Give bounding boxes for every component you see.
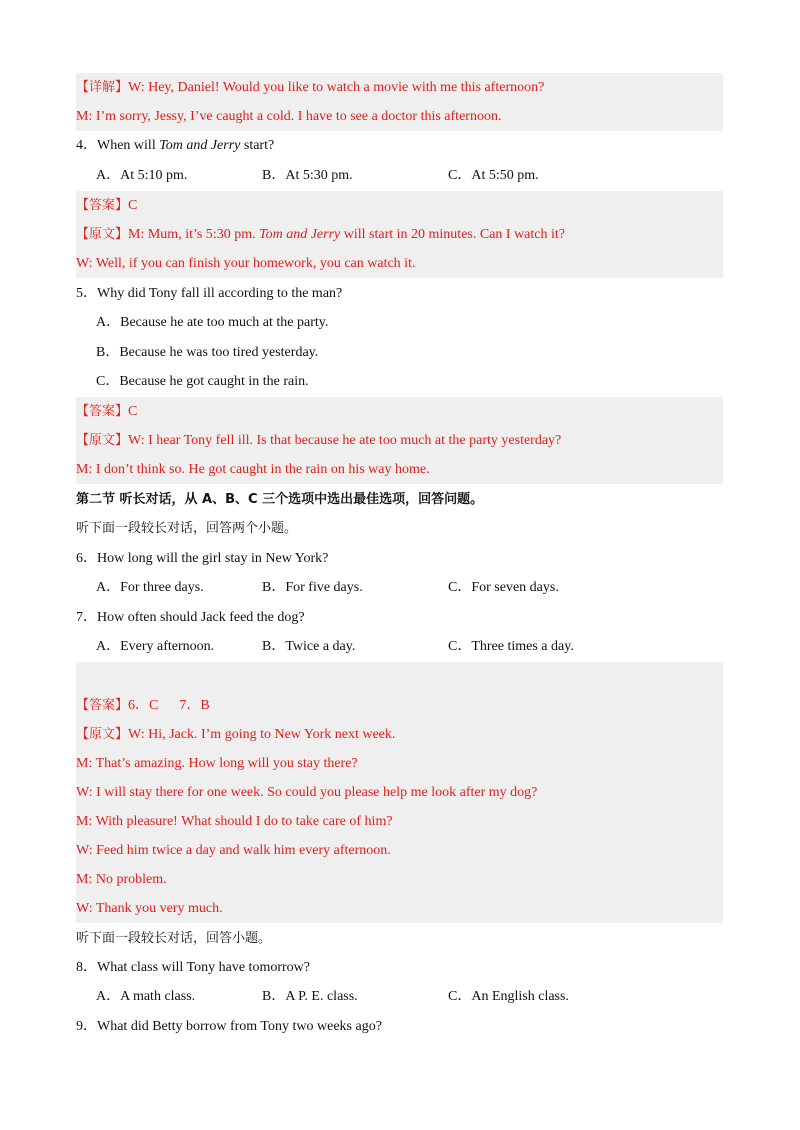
script-text: M: With pleasure! What should I do to take care of him?: [76, 814, 393, 829]
instruction-text: 听下面一段较长对话，回答小题。: [76, 931, 272, 946]
option-c: C．Because he got caught in the rain.: [96, 374, 309, 389]
question-text: 4．When will: [76, 138, 156, 153]
q4-script-line1: [76, 220, 723, 249]
answer-tag: 【答案】: [76, 698, 129, 713]
q4-script-line2: [76, 249, 723, 278]
instruction2: [76, 924, 723, 953]
question-text: 8．What class will Tony have tomorrow?: [76, 960, 310, 975]
option-c: C．For seven days.: [448, 580, 559, 595]
q9-question: [76, 1012, 723, 1041]
script-title: Tom and Jerry: [259, 227, 341, 242]
option-c: C．Three times a day.: [448, 639, 574, 654]
option-b: B．Twice a day.: [262, 639, 356, 654]
script-text: W: Well, if you can finish your homework, you can watch it.: [76, 256, 416, 271]
q6-question: [76, 544, 723, 573]
q4-question: [76, 131, 723, 160]
q67-answer: [76, 691, 723, 720]
option-b: B．Because he was too tired yesterday.: [96, 345, 319, 360]
answer-value: 6．C 7．B: [128, 698, 210, 713]
explain-text: M: I’m sorry, Jessy, I’ve caught a cold. I have to see a doctor this afternoon.: [76, 109, 502, 124]
script-text: W: Hi, Jack. I’m going to New York next week.: [128, 727, 396, 742]
option-c: C．An English class.: [448, 989, 569, 1004]
q7-question: [76, 603, 723, 632]
answer-tag: 【答案】: [76, 404, 129, 419]
option-a: A．Every afternoon.: [96, 639, 215, 654]
option-b: B．At 5:30 pm.: [262, 168, 353, 183]
script-text: W: I will stay there for one week. So could you please help me look after my dog?: [76, 785, 538, 800]
q5-script-line1: [76, 426, 723, 455]
q6-options: [76, 573, 723, 602]
question-text: 7．How often should Jack feed the dog?: [76, 610, 305, 625]
q7-options: [76, 632, 723, 661]
answer-value: C: [128, 404, 138, 419]
option-a: A．A math class.: [96, 989, 196, 1004]
script-text: W: I hear Tony fell ill. Is that because he ate too much at the party yesterday?: [128, 433, 562, 448]
explain-tag: 【详解】: [76, 80, 129, 95]
q5-option-b: [76, 338, 723, 367]
script-text: W: Thank you very much.: [76, 901, 223, 916]
q67-script-line2: [76, 749, 723, 778]
script-text: W: Feed him twice a day and walk him every afternoon.: [76, 843, 391, 858]
script-tag: 【原文】: [76, 433, 129, 448]
question-title: Tom and Jerry: [159, 138, 241, 153]
question-text: 9．What did Betty borrow from Tony two weeks ago?: [76, 1019, 382, 1034]
q5-option-a: [76, 308, 723, 337]
q3-explain-line1: [76, 73, 723, 102]
option-a: A．At 5:10 pm.: [96, 168, 188, 183]
option-b: B．For five days.: [262, 580, 363, 595]
q67-script-line1: [76, 720, 723, 749]
q67-script-line4: [76, 807, 723, 836]
q3-explain-line2: [76, 102, 723, 131]
option-a: A．Because he ate too much at the party.: [96, 315, 329, 330]
script-text: M: That’s amazing. How long will you stay there?: [76, 756, 358, 771]
script-text: M: Mum, it’s 5:30 pm.: [128, 227, 256, 242]
option-a: A．For three days.: [96, 580, 204, 595]
q67-script-line7: [76, 894, 723, 923]
script-tag: 【原文】: [76, 227, 129, 242]
question-text: start?: [243, 138, 275, 153]
section2-instruction: [76, 514, 723, 543]
q5-option-c: [76, 367, 723, 396]
q67-script-line3: [76, 778, 723, 807]
question-text: 6．How long will the girl stay in New York?: [76, 551, 329, 566]
q8-question: [76, 953, 723, 982]
answer-value: C: [128, 198, 138, 213]
q5-answer: [76, 397, 723, 426]
q5-script-line2: [76, 455, 723, 484]
script-text: M: I don’t think so. He got caught in the rain on his way home.: [76, 462, 430, 477]
q67-script-line5: [76, 836, 723, 865]
answer-block-spacer: [76, 662, 723, 691]
q4-options: [76, 161, 723, 190]
script-text: M: No problem.: [76, 872, 167, 887]
option-c: C．At 5:50 pm.: [448, 168, 539, 183]
instruction-text: 听下面一段较长对话，回答两个小题。: [76, 521, 298, 536]
section2-heading: [76, 485, 723, 514]
script-tag: 【原文】: [76, 727, 129, 742]
section-heading-text: 第二节 听长对话，从 A、B、C 三个选项中选出最佳选项，回答问题。: [76, 492, 484, 507]
explain-text: W: Hey, Daniel! Would you like to watch a movie with me this afternoon?: [128, 80, 545, 95]
q8-options: [76, 982, 723, 1011]
q4-answer: [76, 191, 723, 220]
q67-script-line6: [76, 865, 723, 894]
question-text: 5．Why did Tony fall ill according to the man?: [76, 286, 343, 301]
answer-tag: 【答案】: [76, 198, 129, 213]
script-text: will start in 20 minutes. Can I watch it?: [343, 227, 565, 242]
option-b: B．A P. E. class.: [262, 989, 358, 1004]
q5-question: [76, 279, 723, 308]
